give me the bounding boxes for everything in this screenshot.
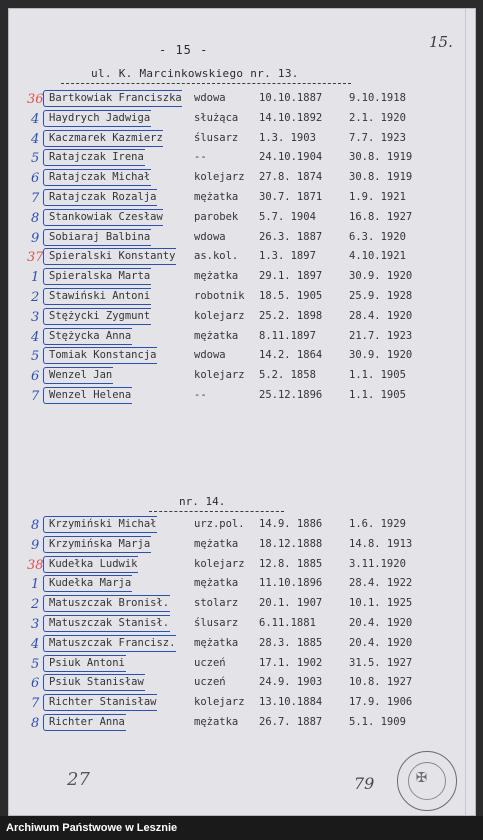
archive-footer [0, 816, 483, 840]
resident-name: Sobiaraj Balbina [49, 230, 151, 243]
resident-row [9, 211, 475, 229]
resident-birth-date: 8.11.1897 [259, 329, 316, 342]
resident-occupation: ślusarz [194, 617, 239, 629]
resident-birth-date: 28.3. 1885 [259, 636, 323, 649]
resident-name: Ratajczak Michał [49, 171, 151, 184]
resident-registration-date: 2.1. 1920 [349, 111, 406, 124]
resident-birth-date: 5.7. 1904 [259, 210, 316, 223]
resident-occupation: kolejarz [194, 369, 245, 382]
resident-registration-date: 10.8. 1927 [349, 676, 413, 689]
resident-row [9, 696, 475, 714]
pen-mark-number: 3 [31, 617, 40, 632]
resident-row [9, 250, 475, 268]
resident-name: Bartkowiak Franciszka [49, 92, 182, 104]
resident-birth-date: 12.8. 1885 [259, 557, 323, 570]
resident-occupation: kolejarz [194, 557, 245, 570]
resident-name: Stankowiak Czesław [49, 210, 163, 223]
resident-occupation: wdowa [194, 349, 226, 362]
resident-occupation: mężatka [194, 636, 239, 649]
resident-occupation: ślusarz [194, 131, 239, 144]
resident-registration-date: 14.8. 1913 [349, 537, 413, 550]
resident-name: Kaczmarek Kazmierz [49, 131, 163, 144]
resident-registration-date: 1.1. 1905 [349, 389, 406, 401]
resident-birth-date: 26.7. 1887 [259, 716, 323, 728]
resident-occupation: uczeń [194, 656, 226, 669]
resident-occupation: urz.pol. [194, 518, 245, 530]
resident-name: Krzymińska Marja [49, 537, 151, 550]
resident-birth-date: 25.12.1896 [259, 389, 323, 401]
resident-registration-date: 16.8. 1927 [349, 210, 413, 223]
resident-row [9, 577, 475, 595]
pen-mark-number: 6 [31, 369, 40, 385]
pen-mark-number: 4 [31, 329, 40, 345]
pen-mark-number: 1 [31, 577, 40, 593]
pen-mark-number: 5 [31, 151, 40, 167]
resident-registration-date: 4.10.1921 [349, 250, 406, 263]
resident-registration-date: 1.9. 1921 [349, 191, 406, 203]
pen-mark-number: 8 [31, 716, 40, 731]
resident-occupation: uczeń [194, 676, 226, 689]
pen-mark-number: 9 [31, 537, 40, 553]
pen-mark-number: 7 [31, 191, 40, 206]
resident-occupation: wdowa [194, 230, 226, 243]
resident-occupation: mężatka [194, 577, 239, 590]
resident-row [9, 538, 475, 556]
resident-row [9, 310, 475, 328]
resident-registration-date: 20.4. 1920 [349, 617, 413, 629]
handwritten-note-left: 27 [67, 769, 90, 790]
pen-mark-number: 5 [31, 656, 40, 672]
resident-row [9, 637, 475, 655]
resident-birth-date: 13.10.1884 [259, 696, 323, 709]
handwritten-note-right: 79 [354, 774, 375, 793]
resident-occupation: kolejarz [194, 696, 245, 709]
resident-row [9, 132, 475, 150]
resident-row [9, 657, 475, 675]
resident-name: Haydrych Jadwiga [49, 111, 151, 124]
resident-row [9, 330, 475, 348]
pen-mark-number: 4 [31, 111, 40, 127]
resident-registration-date: 30.9. 1920 [349, 349, 413, 362]
resident-registration-date: 20.4. 1920 [349, 636, 413, 649]
resident-name: Richter Anna [49, 716, 125, 728]
pen-mark-number: 2 [31, 597, 40, 613]
resident-name: Krzymiński Michał [49, 518, 157, 530]
resident-registration-date: 9.10.1918 [349, 92, 406, 104]
pen-mark-number: 2 [31, 290, 40, 305]
resident-name: Kudełka Marja [49, 577, 132, 590]
resident-row [9, 112, 475, 130]
resident-name: Spieralska Marta [49, 270, 151, 283]
resident-name: Psiuk Stanisław [49, 676, 144, 689]
resident-birth-date: 14.9. 1886 [259, 518, 323, 530]
resident-row [9, 369, 475, 387]
document-page [8, 8, 476, 816]
heading-underline [61, 83, 351, 84]
resident-birth-date: 5.2. 1858 [259, 369, 316, 382]
resident-row [9, 349, 475, 367]
resident-name: Matuszczak Bronisł. [49, 597, 170, 610]
resident-row [9, 151, 475, 169]
resident-row [9, 518, 475, 536]
resident-registration-date: 28.4. 1920 [349, 309, 413, 322]
resident-name: Psiuk Antoni [49, 656, 125, 669]
resident-registration-date: 7.7. 1923 [349, 131, 406, 144]
resident-registration-date: 25.9. 1928 [349, 290, 413, 302]
pen-mark-number: 37 [27, 250, 44, 266]
resident-row [9, 716, 475, 734]
resident-occupation: parobek [194, 210, 239, 223]
resident-registration-date: 1.6. 1929 [349, 518, 406, 530]
resident-name: Kudełka Ludwik [49, 557, 138, 570]
resident-name: Spieralski Konstanty [49, 250, 176, 263]
resident-occupation: mężatka [194, 191, 239, 203]
resident-birth-date: 6.11.1881 [259, 617, 316, 629]
resident-birth-date: 1.3. 1903 [259, 131, 316, 144]
resident-registration-date: 31.5. 1927 [349, 656, 413, 669]
resident-occupation: mężatka [194, 270, 239, 283]
pen-mark-number: 36 [27, 92, 44, 107]
pen-mark-number: 4 [31, 636, 40, 652]
resident-row [9, 270, 475, 288]
resident-birth-date: 24.10.1904 [259, 151, 323, 164]
resident-row [9, 290, 475, 308]
resident-row [9, 191, 475, 209]
resident-birth-date: 25.2. 1898 [259, 309, 323, 322]
resident-birth-date: 18.5. 1905 [259, 290, 323, 302]
pen-mark-number: 3 [31, 309, 40, 325]
resident-row [9, 231, 475, 249]
resident-birth-date: 30.7. 1871 [259, 191, 323, 203]
resident-birth-date: 26.3. 1887 [259, 230, 323, 243]
resident-occupation: służąca [194, 111, 239, 124]
resident-row [9, 171, 475, 189]
resident-name: Matuszczak Francisz. [49, 636, 176, 649]
resident-registration-date: 28.4. 1922 [349, 577, 413, 590]
resident-name: Richter Stanisław [49, 696, 157, 709]
resident-occupation: mężatka [194, 329, 239, 342]
resident-occupation: as.kol. [194, 250, 239, 263]
resident-row [9, 617, 475, 635]
resident-name: Tomiak Konstancja [49, 349, 157, 362]
resident-name: Wenzel Jan [49, 369, 113, 382]
resident-row [9, 92, 475, 110]
resident-birth-date: 20.1. 1907 [259, 597, 323, 610]
pen-mark-number: 7 [31, 389, 40, 404]
pen-mark-number: 7 [31, 696, 40, 712]
pen-mark-number: 9 [31, 230, 40, 246]
resident-registration-date: 30.8. 1919 [349, 151, 413, 164]
resident-occupation: wdowa [194, 92, 226, 104]
resident-birth-date: 18.12.1888 [259, 537, 323, 550]
eagle-icon: ✠ [416, 766, 427, 787]
pen-mark-number: 8 [31, 518, 40, 533]
resident-birth-date: 29.1. 1897 [259, 270, 323, 283]
resident-name: Wenzel Helena [49, 389, 132, 401]
resident-birth-date: 10.10.1887 [259, 92, 323, 104]
resident-birth-date: 14.10.1892 [259, 111, 323, 124]
resident-birth-date: 14.2. 1864 [259, 349, 323, 362]
resident-name: Stężycki Zygmunt [49, 309, 151, 322]
corner-page-number: 15. [429, 33, 453, 51]
resident-row [9, 558, 475, 576]
resident-occupation: kolejarz [194, 309, 245, 322]
resident-birth-date: 11.10.1896 [259, 577, 323, 590]
resident-registration-date: 21.7. 1923 [349, 329, 413, 342]
resident-name: Matuszczak Stanisł. [49, 617, 170, 629]
resident-registration-date: 6.3. 1920 [349, 230, 406, 243]
resident-row [9, 597, 475, 615]
resident-name: Stawiński Antoni [49, 290, 151, 302]
resident-registration-date: 3.11.1920 [349, 557, 406, 570]
street-heading: ul. K. Marcinkowskiego nr. 13. [91, 67, 299, 80]
archive-stamp [397, 751, 457, 811]
resident-occupation: -- [194, 151, 207, 164]
pen-mark-number: 5 [31, 349, 40, 365]
pen-mark-number: 6 [31, 171, 40, 187]
page-number: - 15 - [159, 43, 209, 57]
resident-occupation: robotnik [194, 290, 245, 302]
resident-registration-date: 10.1. 1925 [349, 597, 413, 610]
pen-mark-number: 4 [31, 131, 40, 147]
resident-row [9, 676, 475, 694]
pen-mark-number: 8 [31, 210, 40, 226]
resident-birth-date: 27.8. 1874 [259, 171, 323, 184]
section-underline [149, 511, 284, 512]
resident-name: Ratajczak Rozalja [49, 191, 157, 203]
section-heading-nr14: nr. 14. [179, 495, 226, 508]
resident-name: Ratajczak Irena [49, 151, 144, 164]
resident-birth-date: 24.9. 1903 [259, 676, 323, 689]
pen-mark-number: 38 [27, 557, 44, 573]
resident-name: Stężycka Anna [49, 329, 132, 342]
resident-birth-date: 1.3. 1897 [259, 250, 316, 263]
pen-mark-number: 6 [31, 676, 40, 692]
pen-mark-number: 1 [31, 270, 40, 286]
resident-occupation: stolarz [194, 597, 239, 610]
resident-registration-date: 30.9. 1920 [349, 270, 413, 283]
resident-birth-date: 17.1. 1902 [259, 656, 323, 669]
stamp-inner-ring [408, 762, 446, 800]
resident-occupation: mężatka [194, 716, 239, 728]
resident-registration-date: 5.1. 1909 [349, 716, 406, 728]
resident-registration-date: 1.1. 1905 [349, 369, 406, 382]
resident-occupation: kolejarz [194, 171, 245, 184]
resident-registration-date: 30.8. 1919 [349, 171, 413, 184]
resident-occupation: mężatka [194, 537, 239, 550]
resident-occupation: -- [194, 389, 207, 401]
resident-registration-date: 17.9. 1906 [349, 696, 413, 709]
resident-row [9, 389, 475, 407]
archive-name: Archiwum Państwowe w Lesznie [6, 822, 178, 834]
